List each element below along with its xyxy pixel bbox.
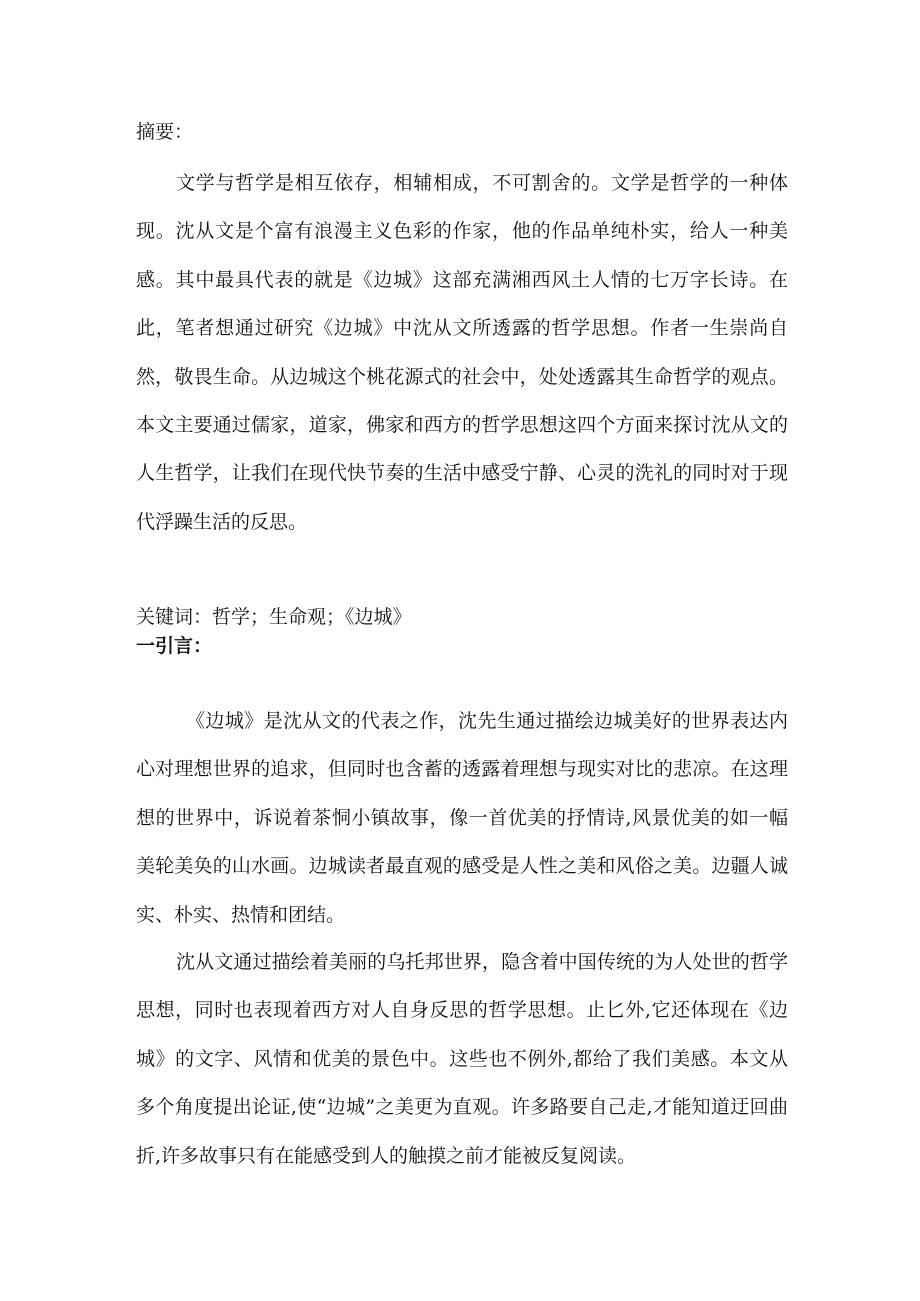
keywords-line: 关键词：哲学；生命观；《边城》 xyxy=(136,606,412,628)
introduction-paragraph-2: 沈从文通过描绘着美丽的乌托邦世界，隐含着中国传统的为人处世的哲学思想，同时也表现着西方对人自身反思的哲学思想。止匕外,它还体现在《边城》的文字、风情和优美的景色中。这些也不例外,都给了我们美感。本文从多个角度提出论证,使“边城”之美更为直观。许多路要自己走,才能知道迂回曲折,许多故事只有在能感受到人的触摸之前才能被反复阅读。 xyxy=(136,951,788,1167)
introduction-heading: 一引言： xyxy=(136,635,213,657)
abstract-label: 摘要： xyxy=(136,121,194,143)
abstract-paragraph: 文学与哲学是相互依存，相辅相成，不可割舍的。文学是哲学的一种体现。沈从文是个富有浪漫主义色彩的作家，他的作品单纯朴实，给人一种美感。其中最具代表的就是《边城》这部充满湘西风土人情的七万字长诗。在此，笔者想通过研究《边城》中沈从文所透露的哲学思想。作者一生崇尚自然，敬畏生命。从边城这个桃花源式的社会中，处处透露其生命哲学的观点。本文主要通过儒家，道家，佛家和西方的哲学思想这四个方面来探讨沈从文的人生哲学，让我们在现代快节奏的生活中感受宁静、心灵的洗礼的同时对于现代浮躁生活的反思。 xyxy=(136,172,788,533)
introduction-paragraph-1: 《边城》是沈从文的代表之作，沈先生通过描绘边城美好的世界表达内心对理想世界的追求，但同时也含蓄的透露着理想与现实对比的悲凉。在这理想的世界中，诉说着茶恫小镇故事，像一首优美的抒情诗,风景优美的如一幅美轮美奂的山水画。边城读者最直观的感受是人性之美和风俗之美。边疆人诚实、朴实、热情和团结。 xyxy=(136,710,788,926)
